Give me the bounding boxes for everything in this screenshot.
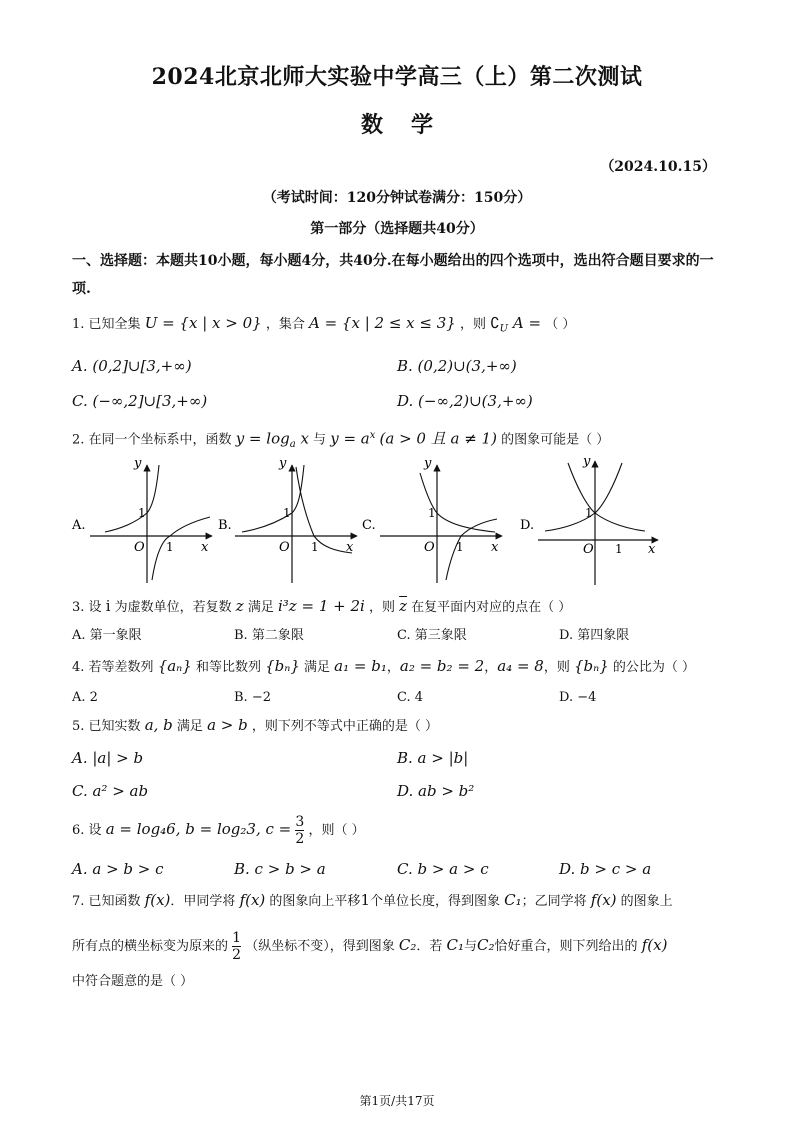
q2-stem-2: 与: [313, 432, 327, 448]
q4-option-b[interactable]: B. −2: [234, 690, 271, 705]
exam-date: （2024.10.15）: [600, 159, 716, 175]
q4-option-a[interactable]: A. 2: [72, 690, 98, 705]
q4-seq-b-2: {bₙ}: [573, 657, 609, 675]
q7-stem-9: ．若: [416, 939, 443, 954]
y-one-label: 1: [283, 506, 291, 520]
q5-stem-2: 满足: [176, 719, 203, 734]
page-footer: 第1页/共17页: [359, 1094, 435, 1108]
q6-stem-2: ，则（ ）: [308, 823, 365, 838]
q6-stem: 6. 设: [72, 823, 102, 838]
q4-option-d[interactable]: D. −4: [559, 690, 597, 705]
q2-func-exp: y = a: [330, 429, 370, 448]
q4-cond-3: a₄ = 8: [497, 657, 544, 675]
q3-z: z: [235, 597, 244, 615]
q3-stem-2: 为虚数单位，若复数: [114, 600, 232, 615]
q4-stem-3: 满足: [304, 660, 331, 675]
q2-graph-a[interactable]: [71, 456, 212, 583]
q7-c1: C₁: [504, 891, 522, 909]
exp-curve: [420, 473, 495, 532]
q5-option-d[interactable]: D. ab > b²: [397, 782, 475, 800]
q6-option-a[interactable]: A. a > b > c: [72, 860, 164, 878]
origin-label: O: [424, 540, 435, 555]
x-one-label: 1: [615, 542, 623, 556]
q6-fraction: [295, 814, 304, 847]
question-7-line-1: [72, 890, 673, 912]
q7-c1: C₁: [446, 936, 465, 954]
q7-stem-3: 的图象向上平移: [269, 894, 361, 909]
q5-condition: a > b: [207, 716, 248, 734]
q1-stem-2: ，集合: [265, 317, 305, 332]
q7-fx: f(x): [144, 891, 171, 909]
section-one-heading: 一、选择题：本题共10小题，每小题4分，共40分.在每小题给出的四个选项中，选出符合题目要求的一项.: [72, 253, 714, 297]
q7-stem-2: ．甲同学将: [170, 894, 236, 909]
q5-stem-3: ，则下列不等式中正确的是（ ）: [251, 719, 439, 734]
x-axis-label: x: [648, 542, 656, 557]
q7-stem-4: 个单位长度，得到图象: [369, 894, 500, 909]
question-7-line-3: 中符合题意的是（ ）: [72, 974, 194, 989]
q7-fraction-num: 1: [232, 930, 242, 946]
question-3: [72, 596, 571, 618]
q1-set-a: A = {x | 2 ≤ x ≤ 3}: [308, 314, 456, 332]
q2-graph-b[interactable]: [218, 456, 357, 583]
q2-graph-c[interactable]: [362, 456, 502, 583]
log-curve: [296, 467, 352, 553]
q5-option-a[interactable]: A. |a| > b: [72, 749, 144, 767]
q5-option-b[interactable]: B. a > |b|: [397, 749, 469, 767]
q1-option-c[interactable]: C. (−∞,2]∪[3,+∞): [72, 392, 208, 410]
q1-blank: （ ）: [545, 317, 576, 332]
y-axis-label: y: [583, 455, 591, 469]
q2-graph-a-label: A.: [72, 518, 86, 533]
q1-set-u: U = {x | x > 0}: [144, 314, 262, 332]
q7-stem: 7. 已知函数: [72, 894, 141, 909]
q2-graph-d[interactable]: [520, 455, 658, 585]
q2-func-exp-power: x: [369, 430, 376, 441]
q3-option-c[interactable]: C. 第三象限: [397, 628, 467, 643]
question-5: [72, 715, 438, 737]
q3-imag-unit: i: [105, 597, 111, 615]
q6-option-c[interactable]: C. b > a > c: [397, 860, 489, 878]
q3-stem-5: 在复平面内对应的点在（ ）: [411, 600, 572, 615]
q7-stem-11: 恰好重合，则下列给出的: [494, 939, 638, 954]
y-axis-label: y: [424, 456, 432, 471]
q2-func-log: y = log: [235, 429, 290, 448]
q4-cond-1: a₁ = b₁: [334, 657, 387, 675]
exp-curve: [242, 465, 304, 532]
q1-stem-3: ，则: [459, 317, 486, 332]
x-axis-label: x: [346, 540, 354, 555]
q7-stem-10: 与: [464, 939, 478, 954]
exam-info: （考试时间：120分钟试卷满分：150分）: [262, 190, 532, 206]
x-one-label: 1: [311, 540, 319, 554]
q4-stem-4: ，则: [543, 660, 570, 675]
q2-func-log-x: x: [295, 429, 309, 448]
q6-option-d[interactable]: D. b > c > a: [559, 860, 652, 878]
q3-option-a[interactable]: A. 第一象限: [72, 628, 142, 643]
q2-stem-3: 的图象可能是（ ）: [501, 432, 610, 448]
log-curve: [446, 519, 497, 580]
q2-func-log-base: a: [289, 438, 296, 450]
q3-option-b[interactable]: B. 第二象限: [234, 628, 304, 643]
y-axis-label: y: [134, 456, 142, 471]
q7-fx: f(x): [590, 891, 617, 909]
x-axis-label: x: [491, 540, 499, 555]
y-one-label: 1: [585, 506, 593, 520]
question-2: [72, 426, 609, 455]
q4-seq-a: {aₙ}: [157, 657, 192, 675]
q7-fx: f(x): [641, 936, 668, 954]
q6-option-b[interactable]: B. c > b > a: [234, 860, 326, 878]
x-axis-label: x: [201, 540, 209, 555]
q3-option-d[interactable]: D. 第四象限: [559, 628, 630, 643]
q3-equation: i³z = 1 + 2i: [278, 597, 365, 615]
exam-title: 2024北京北师大实验中学高三（上）第二次测试: [151, 64, 643, 90]
exp-curve: [105, 465, 159, 532]
q3-z-conjugate: $\overline{z}$: [399, 597, 408, 615]
question-6: [72, 812, 365, 848]
q5-stem: 5. 已知实数: [72, 719, 141, 734]
q7-c2: C₂: [398, 936, 417, 954]
q1-complement-sub: U: [499, 323, 509, 335]
q1-option-b[interactable]: B. (0,2)∪(3,+∞): [397, 357, 517, 375]
q2-graph-b-label: B.: [218, 518, 232, 533]
q7-stem-8: （纵坐标不变），得到图象: [245, 939, 395, 954]
origin-label: O: [279, 540, 290, 555]
question-4: [72, 656, 695, 678]
q5-vars: a, b: [144, 716, 173, 734]
q6-fraction-num: 3: [295, 814, 305, 830]
q7-one: 1: [360, 891, 370, 909]
q2-graph-c-label: C.: [362, 518, 376, 533]
q2-graphs: [60, 455, 670, 590]
origin-label: O: [134, 540, 145, 555]
q7-fx: f(x): [239, 891, 266, 909]
x-one-label: 1: [456, 540, 464, 554]
q4-stem-5: 的公比为（ ）: [612, 660, 696, 675]
q1-complement-symbol: ∁: [490, 314, 500, 332]
subject-title: 数学: [360, 112, 461, 138]
q1-option-d[interactable]: D. (−∞,2)∪(3,+∞): [397, 392, 533, 410]
q7-c2: C₂: [477, 936, 495, 954]
y-one-label: 1: [428, 506, 436, 520]
y-one-label: 1: [138, 506, 146, 520]
q4-stem: 4. 若等差数列: [72, 660, 154, 675]
x-one-label: 1: [166, 540, 174, 554]
q5-option-c[interactable]: C. a² > ab: [72, 782, 149, 800]
q1-option-a[interactable]: A. (0,2]∪[3,+∞): [72, 357, 192, 375]
question-1: [72, 313, 575, 340]
y-axis-label: y: [279, 456, 287, 471]
q4-option-c[interactable]: C. 4: [397, 690, 424, 705]
question-7-line-2: [72, 928, 667, 964]
q6-fraction-den: 2: [295, 831, 305, 847]
q2-graph-d-label: D.: [520, 518, 535, 533]
q2-condition: (a > 0 且 a ≠ 1): [379, 429, 497, 448]
q7-fraction-den: 2: [232, 947, 242, 963]
q7-fraction: [232, 930, 241, 963]
q7-stem-5: ；乙同学将: [521, 894, 587, 909]
q4-stem-2: 和等比数列: [195, 660, 261, 675]
q1-stem: 1. 已知全集: [72, 317, 141, 332]
q7-stem-6: 的图象上: [620, 894, 673, 909]
q4-cond-2: a₂ = b₂ = 2: [399, 657, 485, 675]
q2-stem: 2. 在同一个坐标系中，函数: [72, 432, 232, 448]
q4-sep: ，: [484, 660, 498, 675]
origin-label: O: [583, 542, 594, 557]
q1-complement-a: A =: [508, 314, 542, 332]
q4-sep: ，: [386, 660, 400, 675]
part-one-heading: 第一部分（选择题共40分）: [310, 221, 484, 237]
q3-stem-4: ，则: [368, 600, 395, 615]
q6-expression: a = log₄6, b = log₂3, c =: [105, 820, 292, 838]
q3-stem-3: 满足: [247, 600, 274, 615]
q4-seq-b: {bₙ}: [265, 657, 300, 675]
q7-stem-7: 所有点的横坐标变为原来的: [72, 939, 229, 954]
q3-stem: 3. 设: [72, 600, 102, 615]
